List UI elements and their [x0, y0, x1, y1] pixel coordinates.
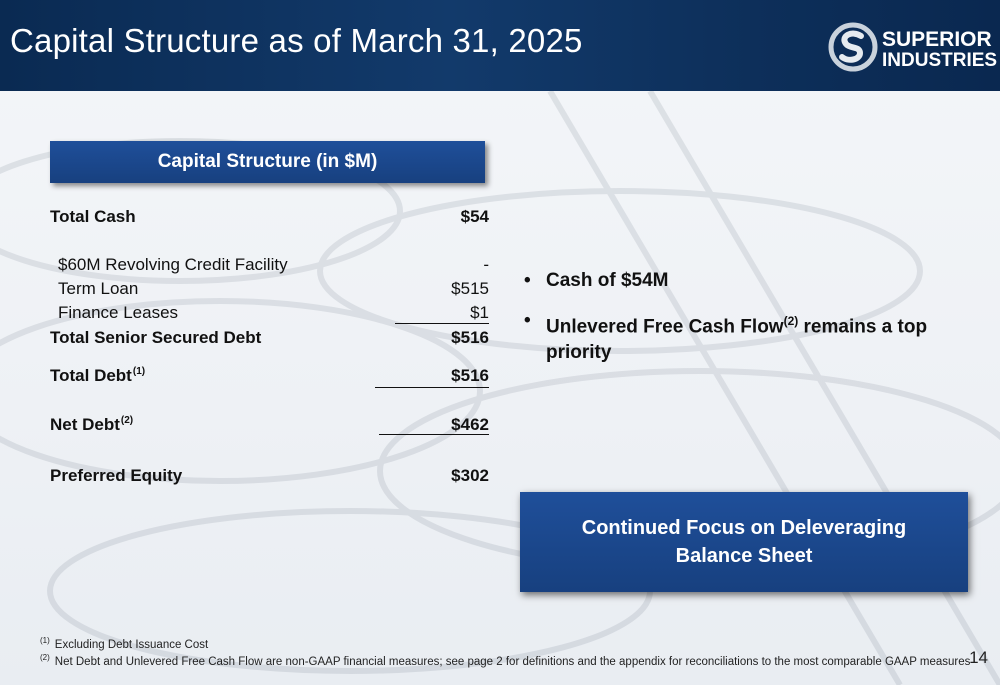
row-label: Total Senior Secured Debt [50, 328, 262, 347]
footnote-1: $^{(1)}$ Excluding Debt Issuance Cost [40, 636, 209, 651]
capital-structure-heading: Capital Structure (in $M) [50, 141, 485, 183]
focus-line-1: Continued Focus on Deleveraging [581, 517, 907, 539]
row-value: $516 [451, 366, 489, 385]
row-value: $516 [451, 328, 489, 347]
footnote-marker: (2) [783, 314, 799, 328]
page-title: Capital Structure as of March 31, 2025 [10, 22, 583, 59]
logo-text-industries: INDUSTRIES [882, 50, 998, 71]
row-label: Total Cash [50, 207, 136, 226]
table-row [50, 279, 489, 303]
footnote-2: $^{(2)}$ Net Debt and Unlevered Free Cash Flow are non-GAAP financial measures; see page 2 for definitions and the appendix for reconciliations to the most comparable GAAP measures [40, 653, 971, 668]
company-logo [828, 20, 998, 76]
row-value: - [483, 255, 489, 274]
row-value: $462 [451, 415, 489, 434]
logo-s-icon [828, 20, 878, 74]
row-value: $1 [470, 303, 489, 322]
row-label: Total Debt$^{(1)}$ [50, 366, 146, 385]
row-label: Net Debt$^{(2)}$ [50, 415, 134, 434]
row-label: $60M Revolving Credit Facility [58, 255, 288, 274]
row-value: $515 [451, 279, 489, 298]
focus-line-2: Balance Sheet [675, 545, 813, 567]
page-number: 14 [969, 648, 988, 667]
subtotal-underline [395, 323, 489, 324]
list-item: • Cash of $54M [524, 268, 944, 294]
table-row [50, 328, 489, 352]
table-row [50, 255, 489, 279]
key-points-list [524, 268, 944, 380]
table-row [50, 415, 489, 439]
footnote-marker: (2) [120, 415, 134, 427]
table-row [50, 207, 489, 231]
logo-text-superior: SUPERIOR [882, 28, 992, 51]
row-label: Term Loan [58, 279, 139, 298]
bullet-icon: • [524, 270, 531, 291]
total-underline [375, 387, 489, 388]
row-value: $54 [460, 207, 489, 226]
table-row [50, 466, 489, 490]
row-label: Preferred Equity [50, 466, 183, 485]
row-label: Finance Leases [58, 303, 179, 322]
bullet-icon: • [524, 310, 531, 331]
row-value: $302 [451, 466, 489, 485]
focus-callout [520, 492, 968, 592]
footnote-marker: (1) [132, 366, 146, 378]
net-debt-underline [379, 434, 489, 435]
header-banner [0, 0, 1000, 91]
list-item: • Unlevered Free Cash Flow$^{(2)}$ remains a top priority [524, 310, 928, 364]
